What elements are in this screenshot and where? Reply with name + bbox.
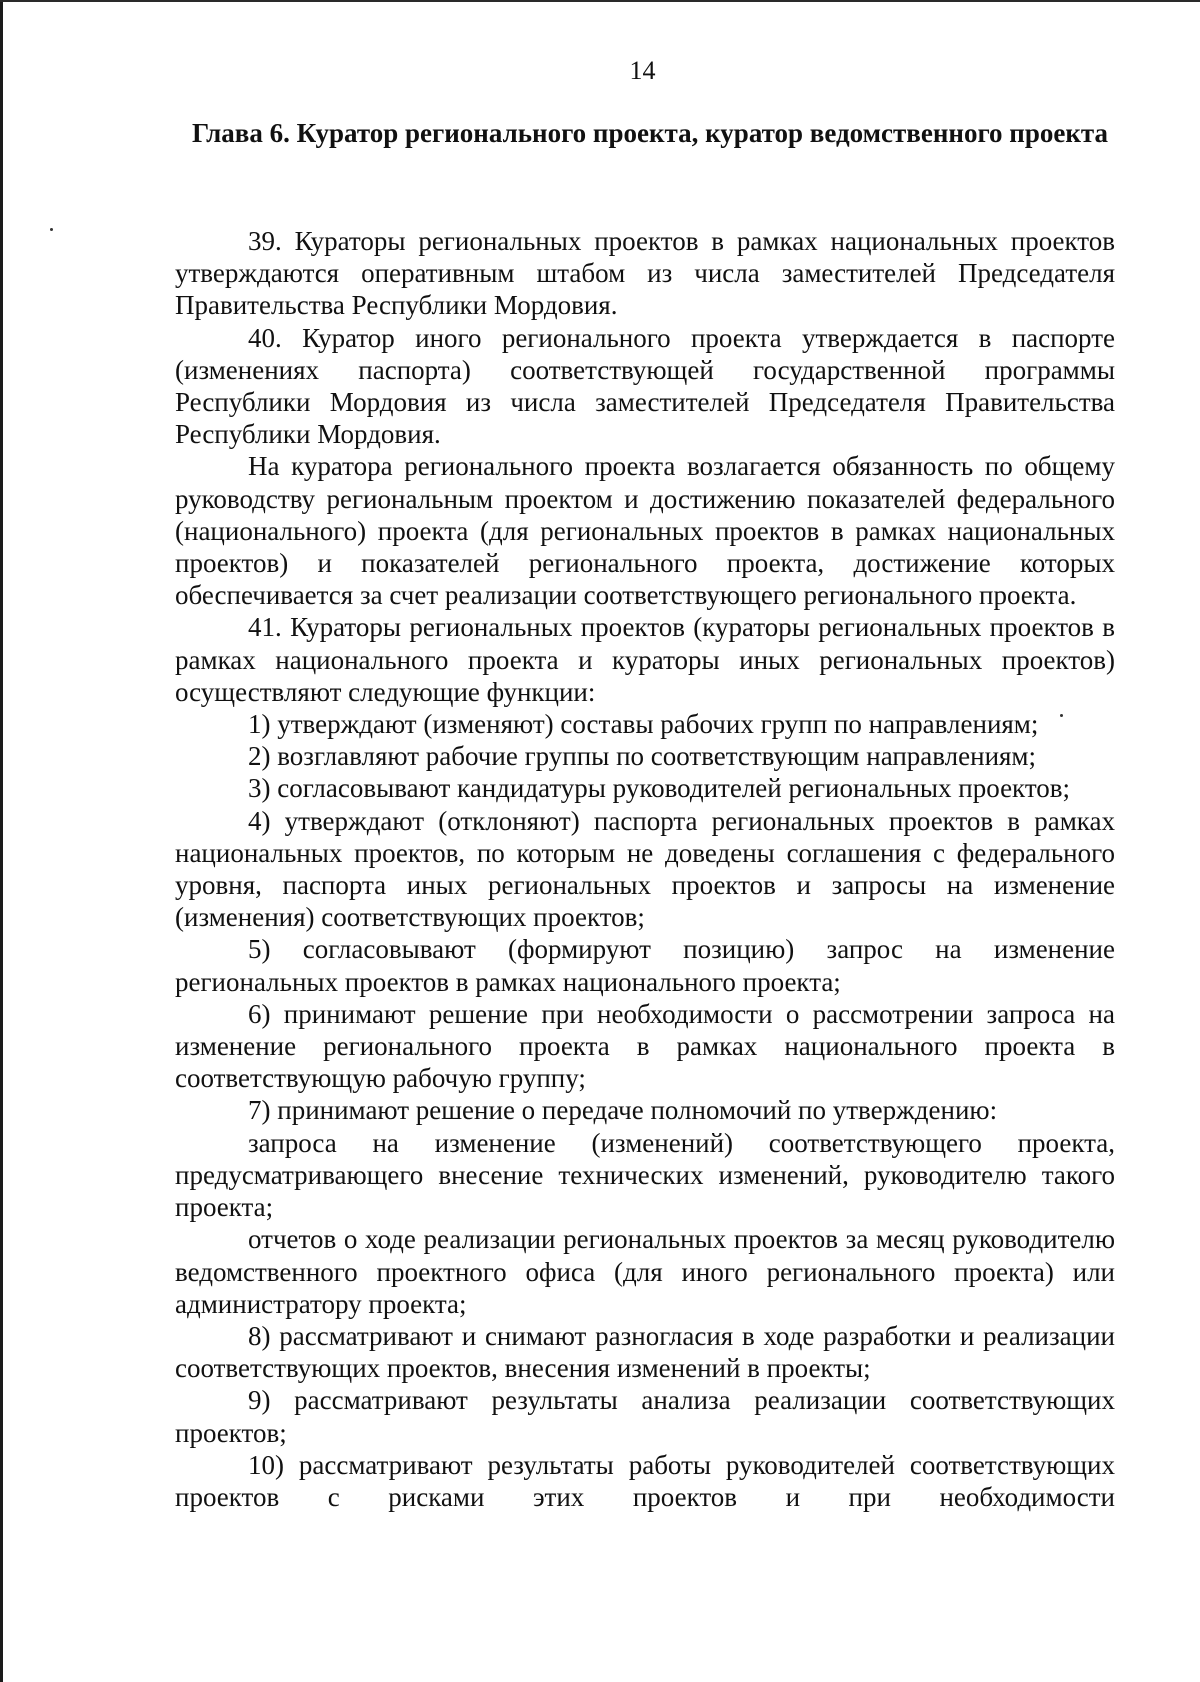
paragraph: На куратора регионального проекта возлагается обязанность по общему руководству региональным проектом и достижению показателей федерального (национального) проекта (для региональных проектов в рамках национальных проектов) и показателей регионального проекта, достижение которых обеспечивается за счет реализации соответствующего регионального проекта.: [175, 451, 1115, 611]
body-text: [175, 225, 1115, 1513]
list-item: 8) рассматривают и снимают разногласия в ходе разработки и реализации соответствующих проектов, внесения изменений в проекты;: [175, 1320, 1115, 1384]
list-item: 1) утверждают (изменяют) составы рабочих групп по направлениям;: [248, 709, 1039, 740]
paragraph: 40. Куратор иного регионального проекта утверждается в паспорте (изменениях паспорта) соответствующей государственной программы Республики Мордовия из числа заместителей Председателя Правительства Республики Мордовия.: [175, 322, 1115, 450]
list-item: 2) возглавляют рабочие группы по соответствующим направлениям;: [248, 741, 1037, 772]
list-item: 6) принимают решение при необходимости о рассмотрении запроса на изменение регионального проекта в рамках национального проекта в соответствующую рабочую группу;: [175, 998, 1115, 1094]
scan-edge-left: [0, 0, 3, 1682]
paragraph: 41. Кураторы региональных проектов (кураторы региональных проектов в рамках национального проекта и кураторы иных региональных проектов) осуществляют следующие функции:: [175, 612, 1115, 707]
list-item: 4) утверждают (отклоняют) паспорта региональных проектов в рамках национальных проектов, по которым не доведены соглашения с федерального уровня, паспорта иных региональных проектов и запросы на изменение (изменения) соответствующих проектов;: [175, 805, 1115, 933]
scan-speck: [50, 228, 53, 231]
list-item: 7) принимают решение о передаче полномочий по утверждению:: [248, 1095, 998, 1126]
scan-edge-top: [0, 0, 1200, 2]
list-item: 5) согласовывают (формируют позицию) запрос на изменение региональных проектов в рамках национального проекта;: [175, 934, 1115, 997]
sub-item: запроса на изменение (изменений) соответствующего проекта, предусматривающего внесение технических изменений, руководителю такого проекта;: [175, 1127, 1115, 1223]
list-item: 3) согласовывают кандидатуры руководителей региональных проектов;: [248, 773, 1071, 804]
list-item: 10) рассматривают результаты работы руководителей соответствующих проектов с рисками этих проектов и при необходимости: [175, 1449, 1115, 1512]
sub-item: отчетов о ходе реализации региональных проектов за месяц руководителю ведомственного проектного офиса (для иного регионального проекта) или администратору проекта;: [175, 1224, 1115, 1319]
paragraph: 39. Кураторы региональных проектов в рамках национальных проектов утверждаются оперативным штабом из числа заместителей Председателя Правительства Республики Мордовия.: [175, 226, 1115, 321]
page-number: 14: [629, 56, 656, 85]
list-item: 9) рассматривают результаты анализа реализации соответствующих проектов;: [175, 1385, 1115, 1448]
chapter-title: Глава 6. Куратор регионального проекта, куратор ведомственного проекта: [191, 118, 1109, 148]
